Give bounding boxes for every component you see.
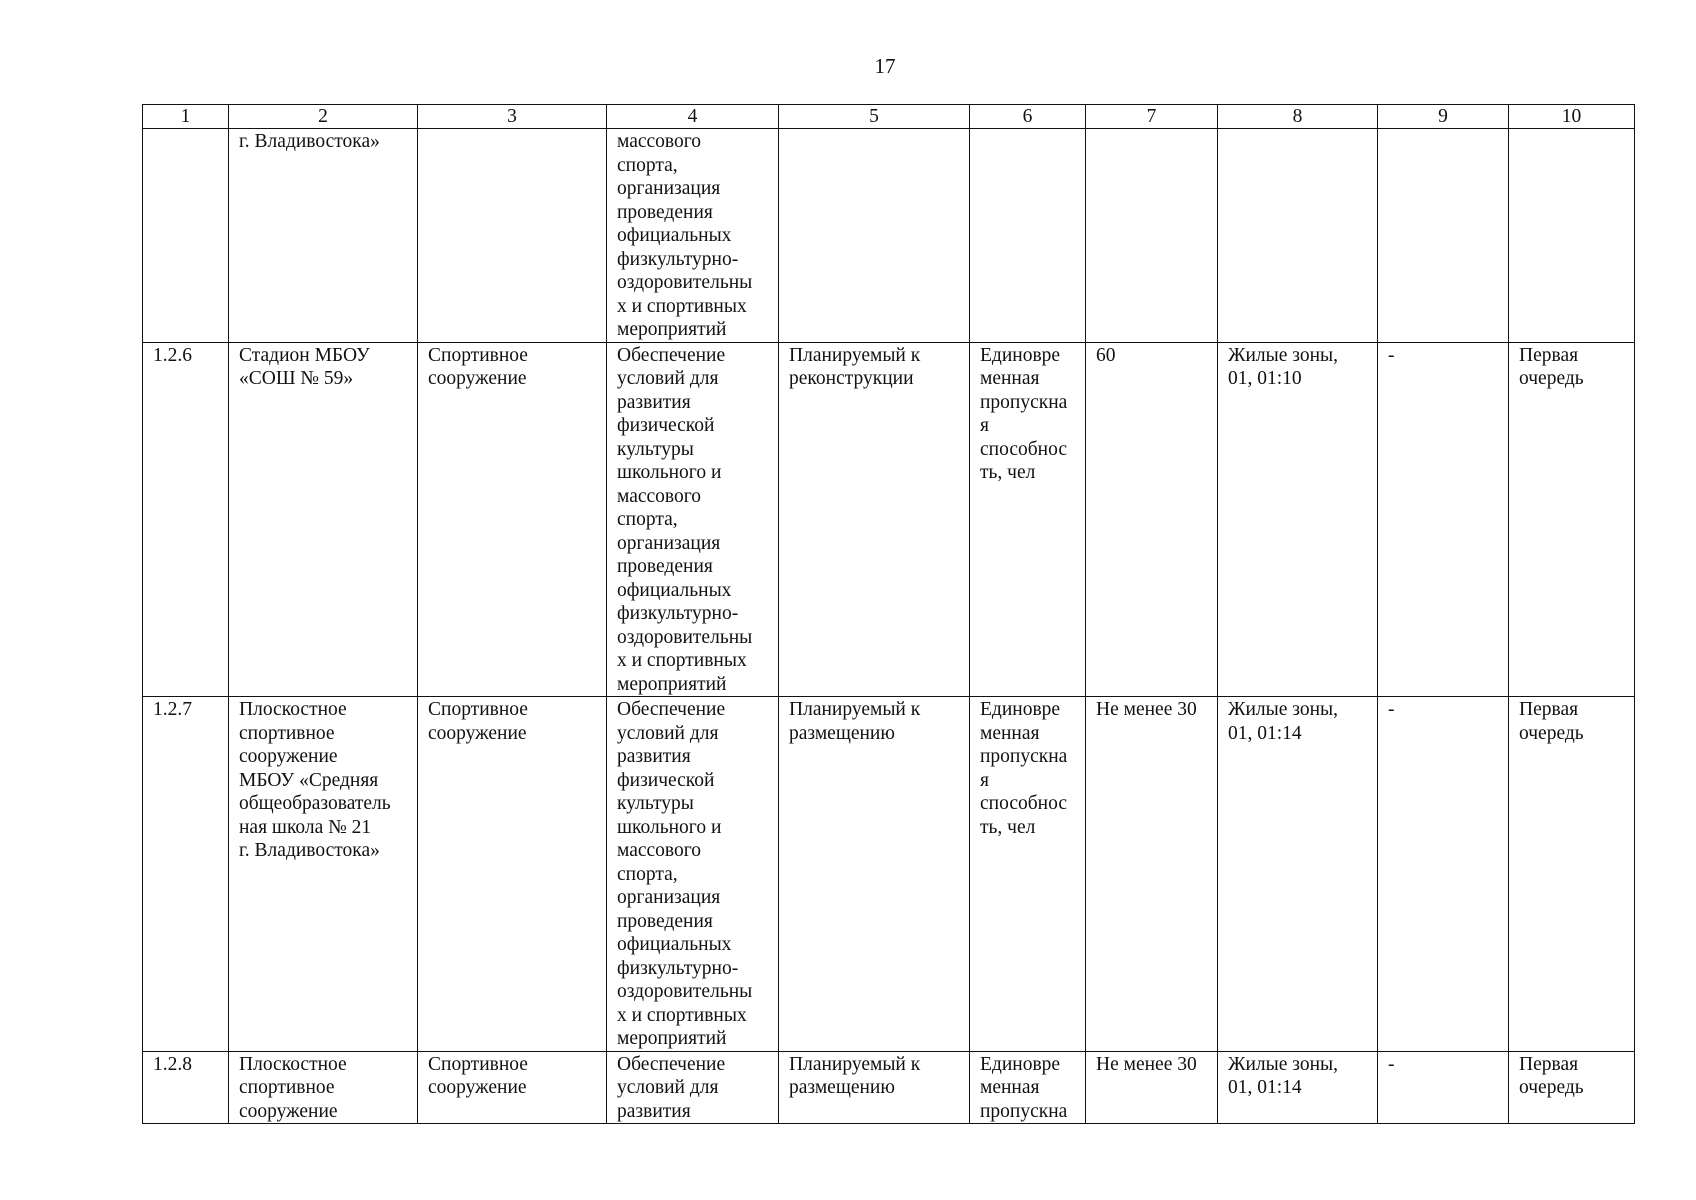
column-header: 3 (418, 105, 607, 129)
column-header: 8 (1218, 105, 1378, 129)
cell-number (143, 697, 229, 1052)
cell-text: Планируемый к размещению (789, 1053, 921, 1098)
cell-characteristic (970, 129, 1086, 343)
cell-text: Первая очередь (1519, 699, 1584, 744)
cell-type (418, 342, 607, 697)
cell-text: Единовре менная пропускна (980, 1053, 1068, 1122)
table-row (143, 1051, 1635, 1124)
cell-text: 1.2.7 (153, 699, 192, 720)
cell-text: Обеспечение условий для развития (617, 1053, 726, 1122)
cell-stage (1509, 129, 1635, 343)
cell-stage (1509, 697, 1635, 1052)
cell-value (1086, 342, 1218, 697)
table-row (143, 697, 1635, 1052)
cell-text: Плоскостное спортивное сооружение (239, 1053, 347, 1122)
cell-purpose (607, 342, 779, 697)
column-header: 4 (607, 105, 779, 129)
cell-stage (1509, 342, 1635, 697)
cell-text: 60 (1096, 344, 1116, 366)
cell-zone (1218, 129, 1378, 343)
cell-stage (1509, 1051, 1635, 1124)
cell-status (779, 342, 970, 697)
cell-status (779, 697, 970, 1052)
cell-text: Обеспечение условий для развития физической культуры школьного и массового спорта, организация проведения официальных физкультурно- оздоровительны х и спортивных мероприятий (617, 699, 753, 1049)
table-row (143, 342, 1635, 697)
cell-type (418, 129, 607, 343)
table-row (143, 129, 1635, 343)
cell-number (143, 129, 229, 343)
cell-name (229, 697, 418, 1052)
cell-text: Жилые зоны, 01, 01:10 (1228, 344, 1339, 389)
cell-col9 (1378, 697, 1509, 1052)
cell-name (229, 1051, 418, 1124)
cell-value (1086, 1051, 1218, 1124)
cell-status (779, 129, 970, 343)
cell-col9 (1378, 342, 1509, 697)
cell-text: Планируемый к реконструкции (789, 344, 921, 389)
cell-type (418, 1051, 607, 1124)
column-header: 1 (143, 105, 229, 129)
cell-text: Единовре менная пропускна я способнос ть, чел (980, 699, 1068, 838)
cell-purpose (607, 129, 779, 343)
cell-col9 (1378, 129, 1509, 343)
cell-status (779, 1051, 970, 1124)
cell-purpose (607, 1051, 779, 1124)
cell-zone (1218, 342, 1378, 697)
cell-zone (1218, 1051, 1378, 1124)
cell-text: Не менее 30 (1096, 699, 1197, 720)
cell-number (143, 1051, 229, 1124)
cell-purpose (607, 697, 779, 1052)
cell-text: Спортивное сооружение (428, 344, 528, 389)
cell-text: - (1388, 344, 1395, 366)
cell-text: Спортивное сооружение (428, 699, 528, 744)
cell-col9 (1378, 1051, 1509, 1124)
cell-characteristic (970, 342, 1086, 697)
cell-number (143, 342, 229, 697)
cell-text: Спортивное сооружение (428, 1053, 528, 1098)
cell-name (229, 129, 418, 343)
cell-characteristic (970, 1051, 1086, 1124)
page-number: 17 (874, 54, 896, 78)
column-header: 10 (1509, 105, 1635, 129)
cell-text: Жилые зоны, 01, 01:14 (1228, 699, 1339, 744)
cell-text: Планируемый к размещению (789, 699, 921, 744)
cell-characteristic (970, 697, 1086, 1052)
column-header: 2 (229, 105, 418, 129)
cell-type (418, 697, 607, 1052)
cell-text: Первая очередь (1519, 344, 1584, 389)
column-header: 6 (970, 105, 1086, 129)
cell-text: Первая очередь (1519, 1053, 1584, 1098)
cell-text: 1.2.6 (153, 344, 192, 366)
column-header: 7 (1086, 105, 1218, 129)
cell-text: Стадион МБОУ «СОШ № 59» (239, 344, 370, 389)
cell-text: - (1388, 1053, 1395, 1075)
column-header: 5 (779, 105, 970, 129)
cell-name (229, 342, 418, 697)
cell-text: 1.2.8 (153, 1053, 192, 1075)
column-header: 9 (1378, 105, 1509, 129)
cell-value (1086, 697, 1218, 1052)
cell-text: Не менее 30 (1096, 1053, 1197, 1075)
cell-text: массового спорта, организация проведения официальных физкультурно- оздоровительны х и спортивных мероприятий (617, 131, 753, 340)
cell-zone (1218, 697, 1378, 1052)
cell-text: Единовре менная пропускна я способнос ть, чел (980, 344, 1068, 483)
header-row (143, 105, 1635, 129)
cell-text: Плоскостное спортивное сооружение МБОУ «Средняя общеобразователь ная школа № 21 г. Владивостока» (239, 699, 391, 861)
cell-text: - (1388, 699, 1395, 720)
cell-text: Жилые зоны, 01, 01:14 (1228, 1053, 1339, 1098)
facilities-table (142, 104, 1635, 1124)
cell-text: Обеспечение условий для развития физической культуры школьного и массового спорта, организация проведения официальных физкультурно- оздоровительны х и спортивных мероприятий (617, 344, 753, 695)
cell-text: г. Владивостока» (239, 131, 380, 152)
cell-value (1086, 129, 1218, 343)
